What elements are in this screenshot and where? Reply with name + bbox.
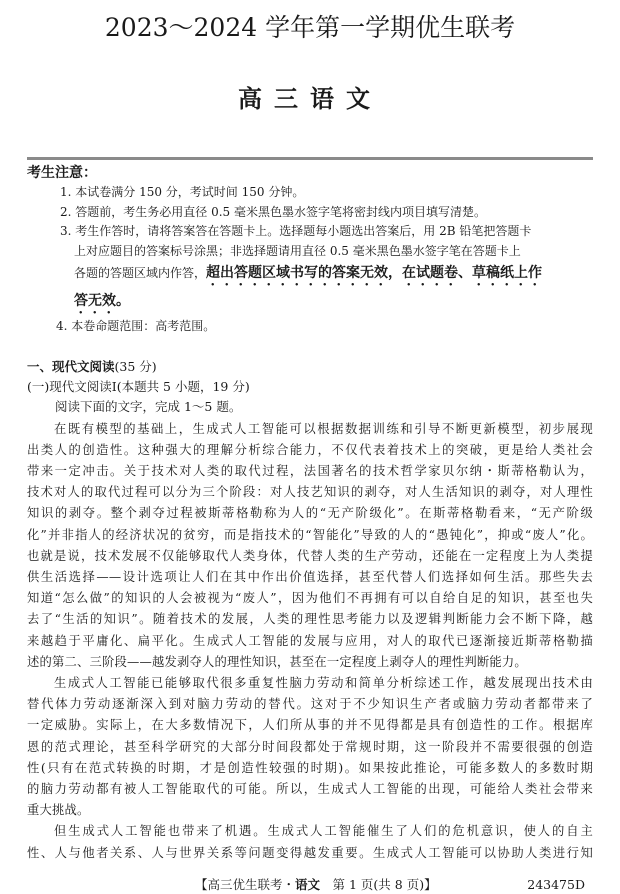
page-footer bbox=[27, 876, 593, 894]
passage-line: 也就是说，技术发展不仅能够取代人类身体，代替人类的生产劳动，还能在一定程度上为人类提 bbox=[27, 548, 593, 563]
passage-line: 一定威胁。实际上，在大多数情况下，人们所从事的并不见得都是具有创造性的工作。根据库 bbox=[27, 718, 593, 733]
reading-instruction: 阅读下面的文字，完成 1～5 题。 bbox=[55, 398, 242, 414]
notice-item-1: 1. 本试卷满分 150 分，考试时间 150 分钟。 bbox=[60, 185, 305, 199]
notice-item-3-emphasis-end: 答无效。 bbox=[74, 293, 130, 309]
passage-line: 替代体力劳动逐渐深入到对脑力劳动的替代。这对于不少知识生产者或脑力劳动者都带来了 bbox=[27, 697, 593, 712]
notice-item-2: 2. 答题前，考生务必用直径 0.5 毫米黑色墨水签字笔将密封线内项目填写清楚。 bbox=[60, 204, 486, 219]
footer-open: 【高三优生联考・ bbox=[195, 876, 296, 892]
passage-line: 知道“怎么做”的知识的人会被视为“废人”，因为他们不再拥有可以自给自足的知识，甚至也失 bbox=[27, 591, 593, 606]
passage-line: 恩的范式理论，甚至科学研究的大部分时间段都处于常规时期，这一阶段并不需要很强的创造 bbox=[27, 739, 593, 754]
subject-title: 高三语文 bbox=[238, 85, 382, 113]
passage-line: 但生成式人工智能也带来了机遇。生成式人工智能催生了人们的危机意识，使人的自主 bbox=[54, 824, 593, 839]
subsection-heading: (一)现代文阅读Ⅰ(本题共 5 小题，19 分) bbox=[27, 378, 250, 394]
footer-exam-code: 243475D bbox=[527, 876, 585, 892]
passage-line: 在既有模型的基础上，生成式人工智能可以根据数据训练和引导不断更新模型，初步展现 bbox=[54, 421, 593, 436]
footer-subject: 语文 bbox=[295, 876, 321, 892]
footer-page-number: 第 1 页(共 8 页)】 bbox=[320, 876, 437, 892]
passage-line: 出类人的创造性。这种强大的理解分析综合能力，不仅代表着技术上的突破，更是给人类社会 bbox=[27, 442, 593, 457]
passage-line: 去了“生活的知识”。随着技术的发展，人类的理性思考能力以及逻辑判断能力会不断下降，越 bbox=[27, 612, 593, 627]
notice-item-3: 3. 考生作答时，请将答案答在答题卡上。选择题每小题选出答案后，用 2B 铅笔把答题卡 bbox=[60, 224, 532, 238]
passage-line: 化”并非指人的经济状况的贫穷，而是指技术的“智能化”导致的人的“愚钝化”，抑或“废人”化。 bbox=[27, 527, 593, 542]
notice-item-3-line-3 bbox=[60, 261, 593, 289]
footer-page-info bbox=[195, 876, 437, 894]
passage-line: 重大挑战。 bbox=[27, 803, 90, 818]
passage-line: 供生活选择——设计选项让人们在其中作出价值选择，甚至代替人们选择如何生活。那些失去 bbox=[27, 569, 593, 584]
notice-item-3-plain: 各题的答题区域内作答， bbox=[74, 266, 207, 280]
notice-list bbox=[56, 183, 593, 337]
notice-heading: 考生注意： bbox=[27, 165, 97, 181]
passage-line: 知识的剥夺。整个剥夺过程被斯蒂格勒称为人的“无产阶级化”。在斯蒂格勒看来，“无产阶级 bbox=[27, 506, 593, 521]
notice-item-3-emphasis: 超出答题区域书写的答案无效，在试题卷、草稿纸上作 bbox=[206, 265, 543, 281]
passage-line: 性(只有在范式转换的时期，才是创造性较强的时期)。如果按此推论，可能多数人的多数时期 bbox=[27, 760, 593, 775]
notice-item-3-line-4 bbox=[60, 289, 593, 317]
reading-passage bbox=[27, 419, 593, 864]
passage-line: 述的第二、三阶段——越发剥夺人的理性知识，甚至在一定程度上剥夺人的理性判断能力。 bbox=[27, 654, 527, 669]
notice-item-4: 4. 本卷命题范围：高考范围。 bbox=[56, 319, 216, 333]
section-points: (35 分) bbox=[114, 358, 157, 374]
passage-line: 性、人与他者关系、人与世界关系等问题变得越发重要。生成式人工智能可以协助人类进行知 bbox=[27, 845, 593, 860]
notice-item-3-line-2: 上对应题目的答案标号涂黑；非选择题请用直径 0.5 毫米黑色墨水签字笔在答题卡上 bbox=[74, 243, 521, 258]
passage-line: 的脑力劳动都有被人工智能取代的可能。所以，生成式人工智能的出现，可能给人类社会带来 bbox=[27, 781, 593, 796]
header-divider bbox=[27, 157, 593, 160]
passage-line: 技术对人的取代过程可以分为三个阶段：对人技艺知识的剥夺，对人生活知识的剥夺，对人理性 bbox=[27, 485, 593, 500]
section-heading bbox=[27, 357, 593, 377]
passage-line: 来越趋于平庸化、扁平化。生成式人工智能的发展与应用，对人的取代已逐渐接近斯蒂格勒描 bbox=[27, 633, 593, 648]
section-title: 一、现代文阅读 bbox=[27, 358, 115, 374]
passage-line: 带来一定冲击。关于技术对人类的取代过程，法国著名的技术哲学家贝尔纳・斯蒂格勒认为， bbox=[27, 463, 593, 478]
passage-line: 生成式人工智能已能够取代很多重复性脑力劳动和简单分析综述工作，越发展现出技术由 bbox=[54, 675, 593, 690]
exam-title: 2023～2024 学年第一学期优生联考 bbox=[104, 13, 516, 42]
